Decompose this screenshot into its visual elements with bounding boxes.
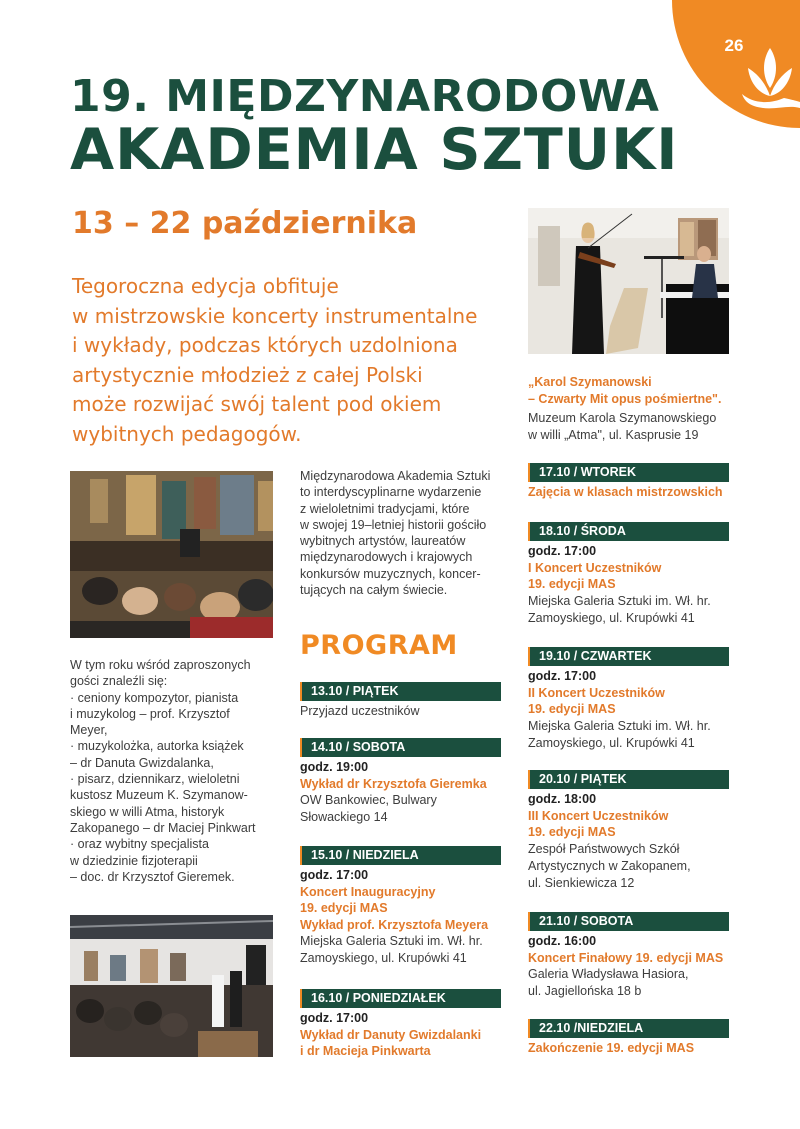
leaf-logo-icon bbox=[740, 42, 800, 118]
intro-paragraph: Międzynarodowa Akademia Sztuki to interdyscyplinarne wydarzenie z wieloletnimi tradycjami, które w swojej 19–letniej historii gościło wybitnych artystów, laureatów międzynarodowych i krajowych konkursów muzycznych, koncer- tujących na całym świecie. bbox=[300, 469, 491, 598]
program-event: Koncert Finałowy 19. edycji MAS bbox=[528, 950, 724, 965]
program-place: Miejska Galeria Sztuki im. Wł. hr. Zamoyskiego, ul. Krupówki 41 bbox=[300, 934, 483, 965]
program-entry bbox=[528, 1019, 729, 1057]
program-place: Galeria Władysława Hasiora, ul. Jagiellońska 18 b bbox=[528, 967, 689, 998]
event-dates: 13 – 22 października bbox=[72, 206, 418, 241]
aside-event-place: Muzeum Karola Szymanowskiego w willi „Atma", ul. Kasprusie 19 bbox=[528, 411, 717, 442]
program-place: OW Bankowiec, Bulwary Słowackiego 14 bbox=[300, 793, 437, 824]
program-entry bbox=[528, 463, 729, 501]
program-day: 13.10 / PIĄTEK bbox=[300, 682, 501, 701]
page-number: 26 bbox=[724, 36, 744, 55]
program-time: godz. 18:00 bbox=[528, 792, 597, 806]
program-day: 21.10 / SOBOTA bbox=[528, 912, 729, 931]
program-day: 17.10 / WTOREK bbox=[528, 463, 729, 482]
program-event: Wykład dr Krzysztofa Gieremka bbox=[300, 776, 487, 791]
program-time: godz. 19:00 bbox=[300, 760, 369, 774]
program-entry bbox=[300, 846, 501, 967]
program-place: Miejska Galeria Sztuki im. Wł. hr. Zamoyskiego, ul. Krupówki 41 bbox=[528, 718, 711, 750]
program-entry bbox=[300, 989, 501, 1060]
program-day: 19.10 / CZWARTEK bbox=[528, 647, 729, 666]
program-place: Przyjazd uczestników bbox=[300, 704, 420, 718]
program-day: 14.10 / SOBOTA bbox=[300, 738, 501, 757]
program-day: 16.10 / PONIEDZIAŁEK bbox=[300, 989, 501, 1008]
program-event: III Koncert Uczestników 19. edycji MAS bbox=[528, 808, 669, 839]
church-concert-photo bbox=[70, 471, 273, 638]
title-line-1: 19. MIĘDZYNARODOWA bbox=[70, 71, 660, 122]
program-entry bbox=[300, 682, 501, 720]
program-day: 18.10 / ŚRODA bbox=[528, 522, 729, 541]
program-day: 15.10 / NIEDZIELA bbox=[300, 846, 501, 865]
program-event: Wykład dr Danuty Gwizdalanki i dr Macieja Pinkwarta bbox=[300, 1027, 482, 1058]
program-event: Zajęcia w klasach mistrzowskich bbox=[528, 485, 723, 499]
program-event: Zakończenie 19. edycji MAS bbox=[528, 1041, 695, 1055]
guests-paragraph: W tym roku wśród zaproszonych gości znaleźli się: · ceniony kompozytor, pianista i muzykolog – prof. Krzysztof Meyer, · muzykolożka, autorka książek – dr Danuta Gwizdalanka, · pisarz, dziennikarz, wieloletni kustosz Muzeum K. Szymanow- skiego w willi Atma, historyk Zakopanego – dr Maciej Pinkwart · oraz wybitny specjalista w dziedzinie fizjoterapii – doc. dr Krzysztof Gieremek. bbox=[70, 658, 256, 884]
program-event: I Koncert Uczestników 19. edycji MAS bbox=[528, 560, 662, 591]
program-time: godz. 17:00 bbox=[300, 1011, 369, 1025]
program-day: 20.10 / PIĄTEK bbox=[528, 770, 729, 789]
program-heading: PROGRAM bbox=[300, 630, 458, 661]
program-entry bbox=[528, 912, 729, 1000]
program-time: godz. 17:00 bbox=[528, 669, 597, 683]
program-entry bbox=[300, 738, 501, 826]
program-day: 22.10 /NIEDZIELA bbox=[528, 1019, 729, 1038]
program-event: Koncert Inauguracyjny 19. edycji MAS Wykład prof. Krzysztofa Meyera bbox=[300, 884, 489, 932]
program-event: II Koncert Uczestników 19. edycji MAS bbox=[528, 685, 665, 716]
program-place: Zespół Państwowych Szkół Artystycznych w Zakopanem, ul. Sienkiewicza 12 bbox=[528, 841, 691, 890]
program-entry bbox=[528, 522, 729, 627]
program-time: godz. 17:00 bbox=[528, 544, 597, 558]
program-time: godz. 16:00 bbox=[528, 934, 597, 948]
title-line-2: AKADEMIA SZTUKI bbox=[70, 117, 679, 183]
aside-event-title: „Karol Szymanowski – Czwarty Mit opus pośmiertne". bbox=[528, 375, 722, 406]
program-place: Miejska Galeria Sztuki im. Wł. hr. Zamoyskiego, ul. Krupówki 41 bbox=[528, 593, 711, 625]
program-time: godz. 17:00 bbox=[300, 868, 369, 882]
concert-hall-photo bbox=[70, 915, 273, 1057]
lead-paragraph: Tegoroczna edycja obfituje w mistrzowskie koncerty instrumentalne i wykłady, podczas których uzdolniona artystycznie młodzież z całej Polski może rozwijać swój talent pod okiem wybitnych pedagogów. bbox=[72, 274, 478, 446]
violin-piano-photo bbox=[528, 208, 729, 354]
program-entry bbox=[528, 647, 729, 752]
program-entry bbox=[528, 770, 729, 892]
